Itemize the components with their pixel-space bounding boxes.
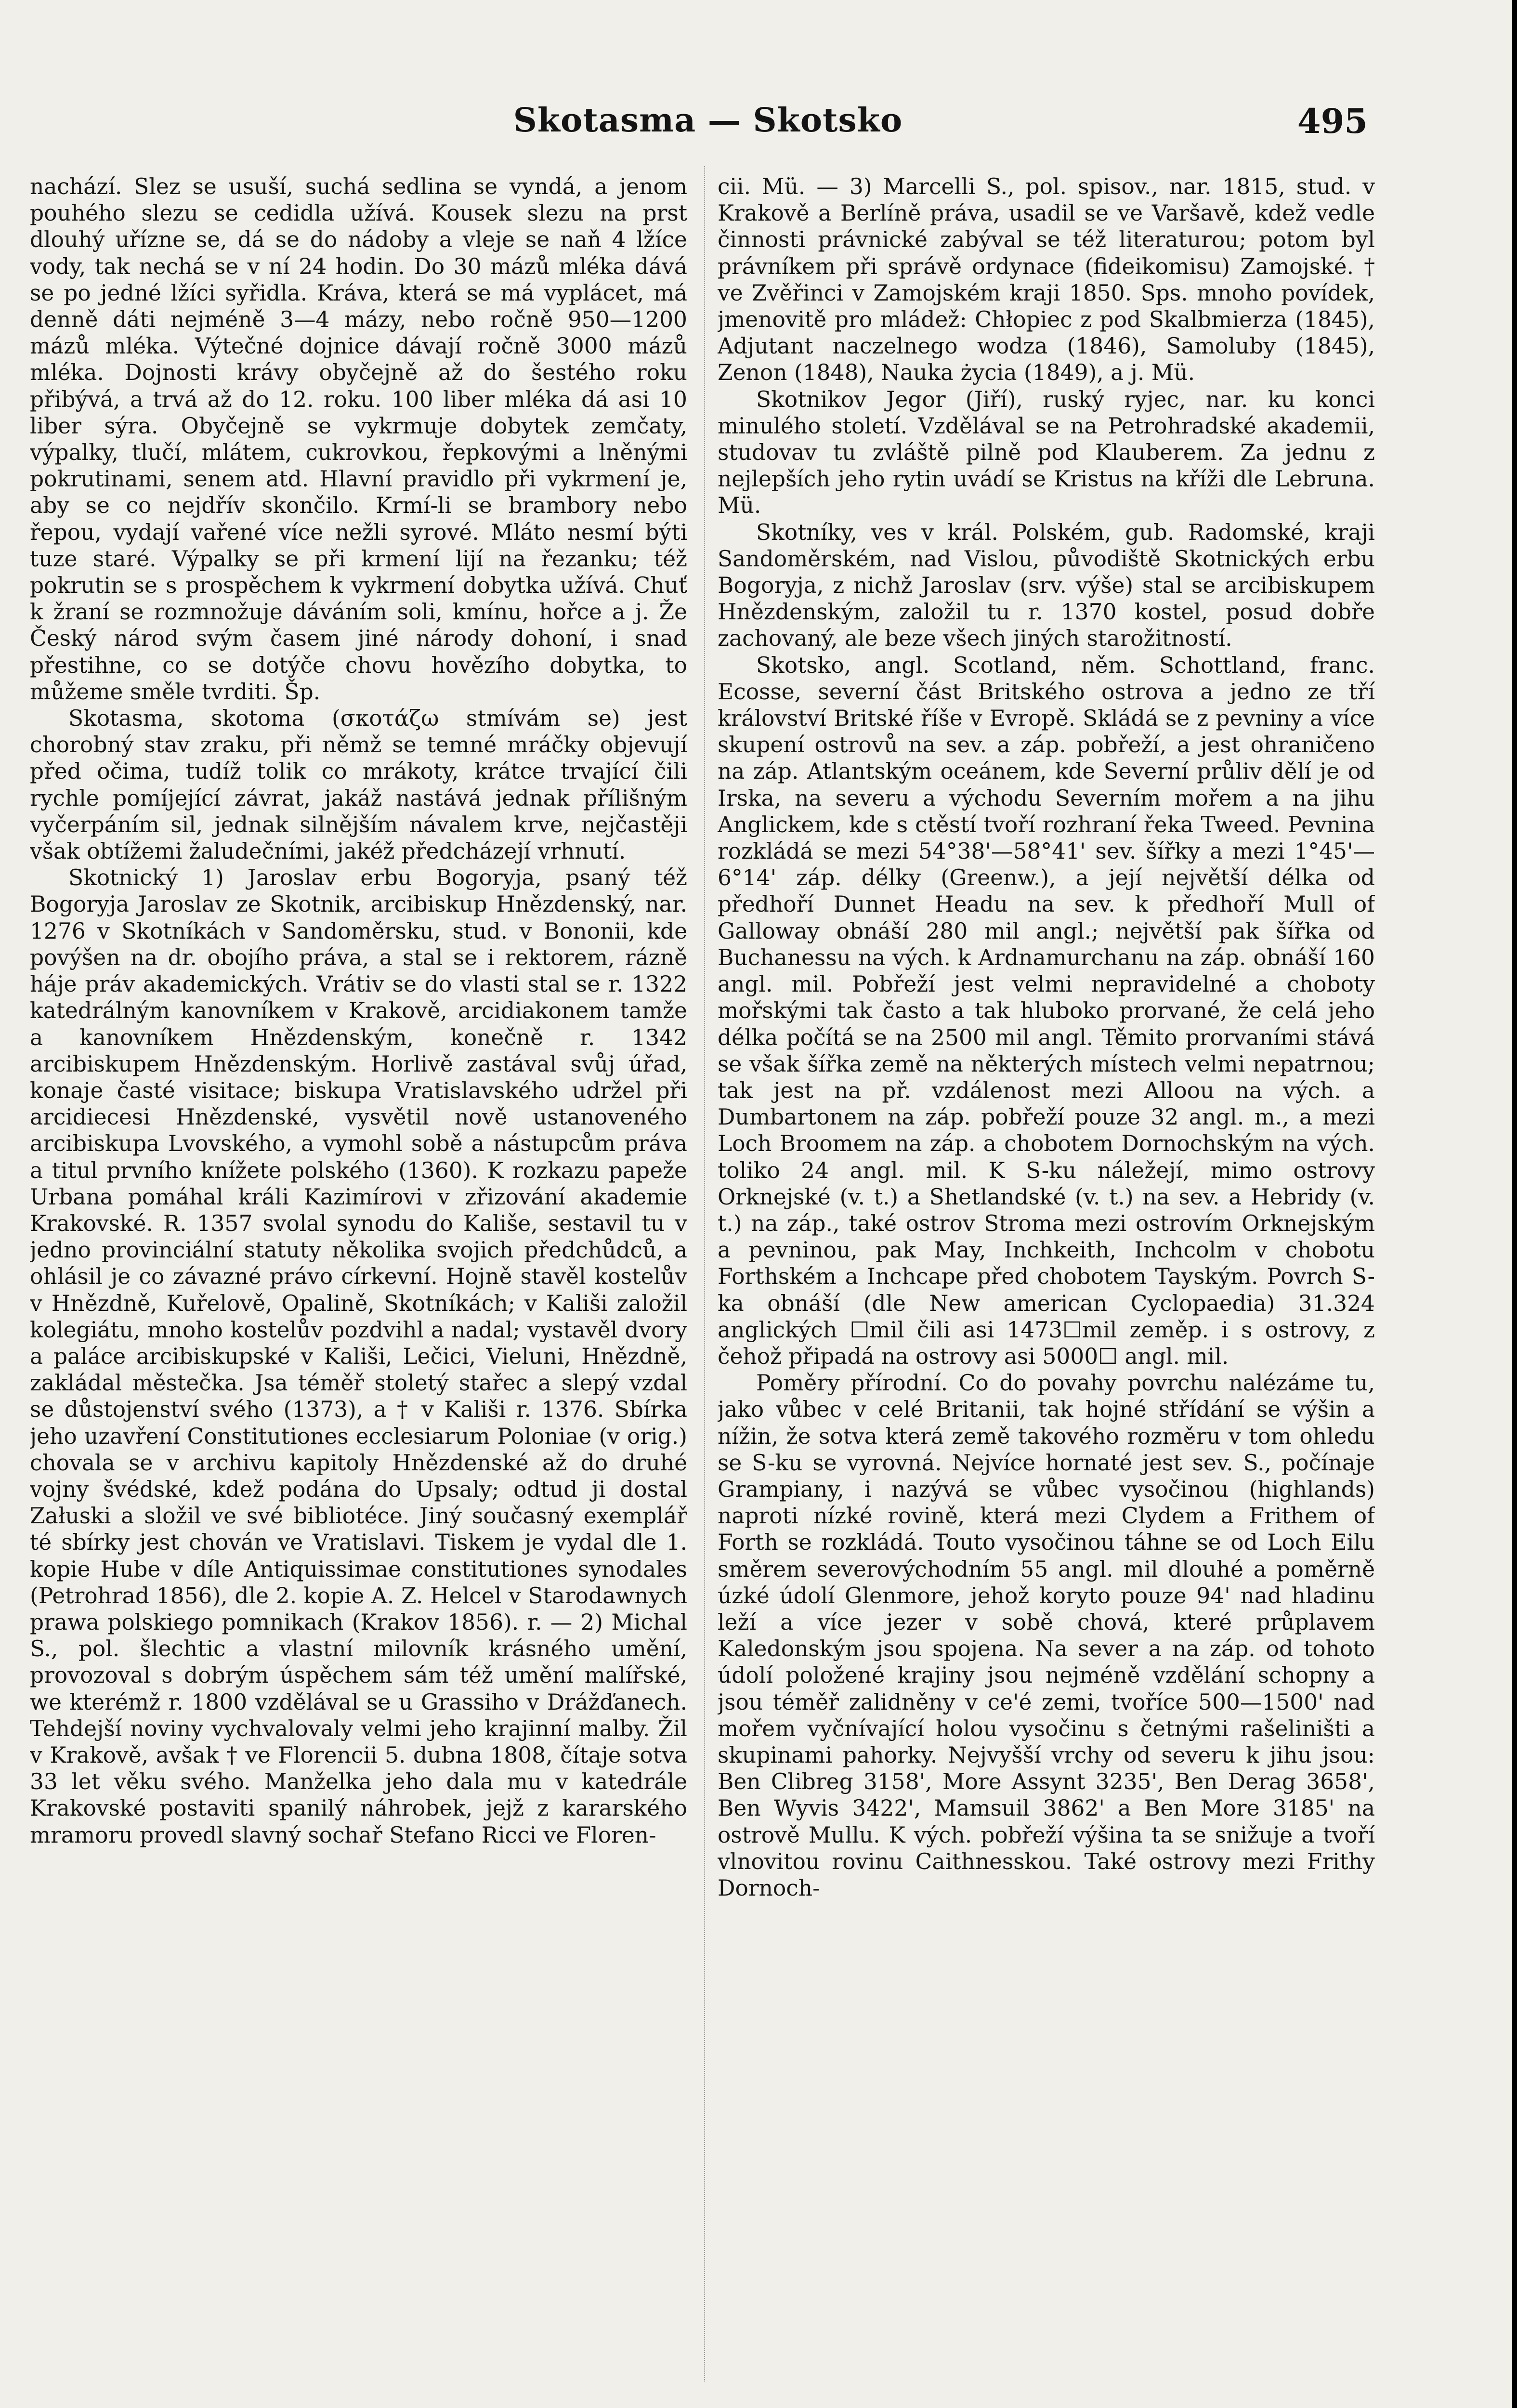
scan-edge-right bbox=[1512, 0, 1517, 2408]
page-number: 495 bbox=[1297, 101, 1368, 141]
entry-skotsko-pomery-prirodni: Poměry přírodní. Co do povahy povrchu nalézáme tu, jako vůbec v celé Britanii, tak hojné střídání se výšin a nížin, že sotva která země takového rozměru v tom ohledu se S-ku se vyrovná. Nejvíce hornaté jest sev. S., počínaje Grampiany, i nazývá se vůbec vysočinou (highlands) naproti nízké rovině, která mezi Clydem a Frithem of Forth se rozkládá. Touto vysočinou táhne se od Loch Eilu směrem severovýchodním 55 angl. mil dlouhé a poměrně úzké údolí Glenmore, jehož koryto pouze 94' nad hladinu leží a více jezer v sobě chová, které průplavem Kaledonským jsou spojena. Na sever a na záp. od tohoto údolí položené krajiny jsou nejméně vzdělání schopny a jsou téměř zalidněny v ce'é zemi, tvoříce 500—1500' nad mořem vyčnívající holou vysočinu s četnými rašeliništi a skupinami pahorky. Nejvyšší vrchy od severu k jihu jsou: Ben Clibreg 3158', More Assynt 3235', Ben Derag 3658', Ben Wyvis 3422', Mamsuil 3862' a Ben More 3185' na ostrově Mullu. K vých. pobřeží výšina ta se snižuje a tvoří vlnovitou rovinu Caithnesskou. Také ostrovy mezi Frithy Dornoch- bbox=[718, 1370, 1375, 1901]
entry-skotasma: Skotasma, skotoma (σκοτάζω stmívám se) jest chorobný stav zraku, při němž se temné mráčky objevují před očima, tudíž tolik co mrákoty, krátce trvající čili rychle pomíjející závrat, jakáž nastává jednak přílišným vyčerpáním sil, jednak silnějším návalem krve, nejčastěji však obtížemi žaludečními, jakéž předcházejí vrhnutí. bbox=[30, 706, 687, 864]
entry-skotnicki: Skotnický 1) Jaroslav erbu Bogoryja, psaný též Bogoryja Jaroslav ze Skotnik, arcibiskup Hnězdenský, nar. 1276 v Skotníkách v Sandoměrsku, stud. v Bononii, kde povýšen na dr. obojího práva, a stal se i rektorem, rázně háje práv akademických. Vrátiv se do vlasti stal se r. 1322 katedrálným kanovníkem v Krakově, arcidiakonem tamže a kanovníkem Hnězdenským, konečně r. 1342 arcibiskupem Hnězdenským. Horlivě zastával svůj úřad, konaje časté visitace; biskupa Vratislavského udržel při arcidiecesi Hnězdenské, vysvětil nově ustanoveného arcibiskupa Lvovského, a vymohl sobě a nástupcům práva a titul prvního knížete polského (1360). K rozkazu papeže Urbana pomáhal králi Kazimírovi v zřizování akademie Krakovské. R. 1357 svolal synodu do Kališe, sestavil tu v jedno provinciální statuty několika svojich předchůdců, a ohlásil je co závazné právo církevní. Hojně stavěl kostelův v Hnězdně, Kuřelově, Opalině, Skotníkách; v Kališi založil kolegiátu, mnoho kostelův pozdvihl a nadal; vystavěl dvory a paláce arcibiskupské v Kališi, Lečici, Vieluni, Hnězdně, zakládal městečka. Jsa téměř stoletý stařec a slepý vzdal se důstojenství svého (1373), a † v Kališi r. 1376. Sbírka jeho uzavření Constitutiones ecclesiarum Poloniae (v orig.) chovala se v archivu kapitoly Hnězdenské až do druhé vojny švédské, kdež podána do Upsaly; odtud ji dostal Załuski a složil ve své bibliotéce. Jiný současný exemplář té sbírky jest chován ve Vratislavi. Tiskem je vydal dle 1. kopie Hube v díle Antiquissimae constitutiones synodales (Petrohrad 1856), dle 2. kopie A. Z. Helcel v Starodawnych prawa polskiego pomnikach (Krakov 1856). r. — 2) Michal S., pol. šlechtic a vlastní milovník krásného umění, provozoval s dobrým úspěchem sám též umění malířské, we kterémž r. 1800 vzdělával se u Grassiho v Drážďanech. Tehdejší noviny vychvalovaly velmi jeho krajinní malby. Žil v Krakově, avšak † ve Florencii 5. dubna 1808, čítaje sotva 33 let věku svého. Manželka jeho dala mu v katedrále Krakovské postaviti spanilý náhrobek, jejž z kararského mramoru provedl slavný sochař Stefano Ricci ve Floren- bbox=[30, 865, 687, 1848]
right-column bbox=[718, 173, 1375, 2408]
entry-skot-continuation: nachází. Slez se usuší, suchá sedlina se vyndá, a jenom pouhého slezu se cedidla užívá. Kousek slezu na prst dlouhý uřízne se, dá se do nádoby a vleje se naň 4 lžíce vody, tak nechá se v ní 24 hodin. Do 30 mázů mléka dává se po jedné lžíci syřidla. Kráva, která se má vyplácet, má denně dáti nejméně 3—4 mázy, nebo ročně 950—1200 mázů mléka. Výtečné dojnice dávají ročně 3000 mázů mléka. Dojnosti krávy obyčejně až do šestého roku přibývá, a trvá až do 12. roku. 100 liber mléka dá asi 10 liber sýra. Obyčejně se vykrmuje dobytek zemčaty, výpalky, tlučí, mlátem, cukrovkou, řepkovými a lněnými pokrutinami, senem atd. Hlavní pravidlo při vykrmení je, aby se co nejdřív skončilo. Krmí-li se brambory nebo řepou, vydají vařené více nežli syrové. Mláto nesmí býti tuze staré. Výpalky se při krmení lijí na řezanku; též pokrutin se s prospěchem k vykrmení dobytka užívá. Chuť k žraní se rozmnožuje dáváním soli, kmínu, hořce a j. Že Český národ svým časem jiné národy dohoní, i snad přestihne, co se dotýče chovu hovězího dobytka, to můžeme směle tvrditi. Šp. bbox=[30, 174, 687, 705]
left-column bbox=[30, 173, 687, 2408]
entry-skotsko: Skotsko, angl. Scotland, něm. Schottland, franc. Ecosse, severní část Britského ostrova a jedno ze tří království Britské říše v Evropě. Skládá se z pevniny a více skupení ostrovů na sev. a záp. pobřeží, a jest ohraničeno na záp. Atlantským oceánem, kde Severní průliv dělí je od Irska, na severu a východu Severním mořem a na jihu Anglickem, kde s ctěstí tvoří rozhraní řeka Tweed. Pevnina rozkládá se mezi 54°38'—58°41' sev. šířky a mezi 1°45'—6°14' záp. délky (Greenw.), a její největší délka od předhoří Dunnet Headu na sev. k předhoří Mull of Galloway obnáší 280 mil angl.; největší pak šířka od Buchanessu na vých. k Ardnamurchanu na záp. obnáší 160 angl. mil. Pobřeží jest velmi nepravidelné a choboty mořskými tak často a tak hluboko prorvané, že celá jeho délka počítá se na 2500 mil angl. Těmito prorvaními stává se však šířka země na některých místech velmi nepatrnou; tak jest na př. vzdálenost mezi Alloou na vých. a Dumbartonem na záp. pobřeží pouze 32 angl. m., a mezi Loch Broomem na záp. a chobotem Dornochským na vých. toliko 24 angl. mil. K S-ku náležejí, mimo ostrovy Orknejské (v. t.) a Shetlandské (v. t.) na sev. a Hebridy (v. t.) na záp., také ostrov Stroma mezi ostrovím Orknejským a pevninou, pak May, Inchkeith, Inchcolm v chobotu Forthském a Inchcape před chobotem Tayským. Povrch S-ka obnáší (dle New american Cyclopaedia) 31.324 anglických ☐mil čili asi 1473☐mil zeměp. i s ostrovy, z čehož připadá na ostrovy asi 5000☐ angl. mil. bbox=[718, 652, 1375, 1369]
running-title: Skotasma — Skotsko bbox=[513, 101, 903, 140]
entry-skotniky: Skotníky, ves v král. Polském, gub. Radomské, kraji Sandoměrském, nad Vislou, původiště Skotnických erbu Bogoryja, z nichž Jaroslav (srv. výše) stal se arcibiskupem Hnězdenským, založil tu r. 1370 kostel, posud dobře zachovaný, ale beze všech jiných starožitností. bbox=[718, 519, 1375, 652]
entry-skotnikov: Skotnikov Jegor (Jiří), ruský ryjec, nar. ku konci minulého století. Vzdělával se na Petrohradské akademii, studovav tu zvláště pilně pod Klauberem. Za jednu z nejlepších jeho rytin uvádí se Kristus na kříži dle Lebruna. Mü. bbox=[718, 386, 1375, 519]
running-header bbox=[58, 101, 1368, 154]
entry-skotnicki-continuation: cii. Mü. — 3) Marcelli S., pol. spisov., nar. 1815, stud. v Krakově a Berlíně práva, usadil se ve Varšavě, kdež vedle činnosti právnické zabýval se též literaturou; potom byl právníkem při správě ordynace (fideikomisu) Zamojské. † ve Zvěřinci v Zamojském kraji 1850. Sps. mnoho povídek, jmenovitě pro mládež: Chłopiec z pod Skalbmierza (1845), Adjutant naczelnego wodza (1846), Samoluby (1845), Zenon (1848), Nauka życia (1849), a j. Mü. bbox=[718, 174, 1375, 386]
column-divider bbox=[704, 166, 705, 2382]
